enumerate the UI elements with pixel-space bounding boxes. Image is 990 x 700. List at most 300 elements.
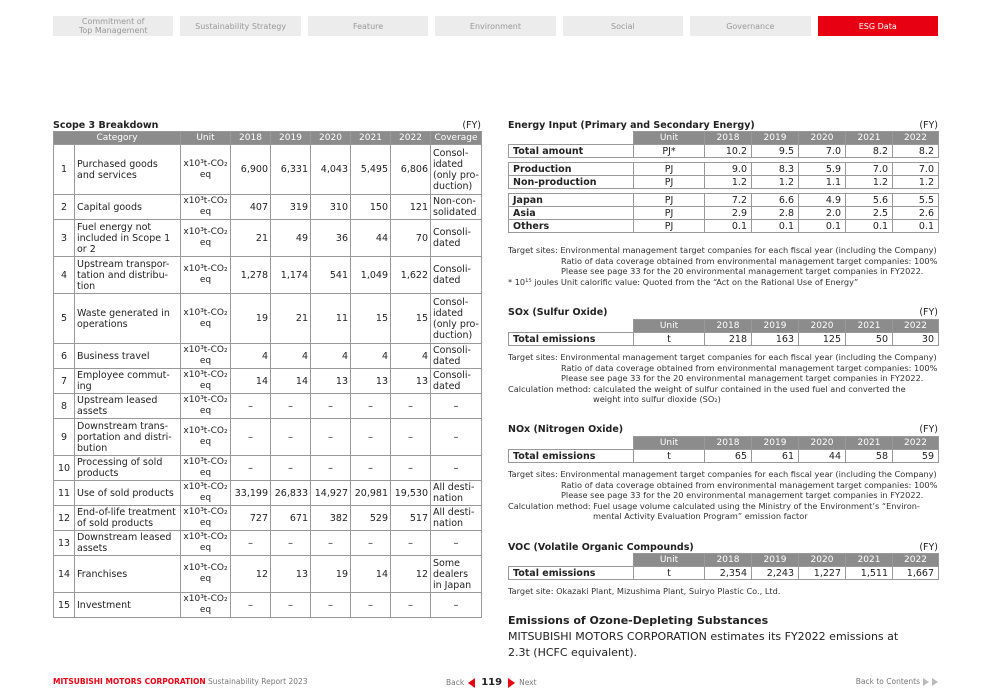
- value-cell: –: [351, 531, 391, 556]
- fy-label: (FY): [919, 424, 938, 435]
- value-cell: 310: [311, 195, 351, 220]
- sox-header: Unit: [634, 320, 705, 333]
- value-cell: 2.6: [893, 207, 939, 220]
- row-label: Non-production: [509, 176, 634, 189]
- value-cell: –: [231, 531, 271, 556]
- value-cell: 9.5: [752, 145, 799, 158]
- energy-header: 2022: [893, 132, 939, 145]
- category-cell: Upstream leased assets: [75, 394, 181, 419]
- row-number: 6: [54, 344, 75, 369]
- value-cell: 8.2: [846, 145, 893, 158]
- nav-tab-3[interactable]: Environment: [435, 16, 555, 36]
- value-cell: –: [311, 593, 351, 618]
- unit-cell: x10³t-CO₂ eq: [181, 394, 231, 419]
- value-cell: 70: [391, 220, 431, 257]
- scope3-header: 2022: [391, 132, 431, 145]
- value-cell: 44: [351, 220, 391, 257]
- value-cell: –: [391, 456, 431, 481]
- category-cell: Downstream trans-portation and distri-bution: [75, 419, 181, 456]
- energy-header: 2019: [752, 132, 799, 145]
- value-cell: 13: [311, 369, 351, 394]
- value-cell: –: [351, 419, 391, 456]
- note-line: Target site: Okazaki Plant, Mizushima Plant, Suiryo Plastic Co., Ltd.: [508, 586, 781, 596]
- note-line: Ratio of data coverage obtained from environmental management target companies: 100%: [561, 362, 938, 373]
- value-cell: 33,199: [231, 481, 271, 506]
- note-line: weight into sulfur dioxide (SO₂): [593, 394, 721, 404]
- scope3-header: Coverage: [431, 132, 482, 145]
- report-name: Sustainability Report 2023: [208, 677, 308, 686]
- nav-tab-0[interactable]: Commitment of Top Management: [53, 16, 173, 36]
- next-label: Next: [519, 678, 537, 687]
- row-number: 8: [54, 394, 75, 419]
- fy-label: (FY): [919, 120, 938, 131]
- value-cell: 8.2: [893, 145, 939, 158]
- value-cell: 4: [311, 344, 351, 369]
- note-line: mental Activity Evaluation Program” emission factor: [593, 511, 808, 521]
- value-cell: 14,927: [311, 481, 351, 506]
- brand-name: MITSUBISHI MOTORS CORPORATION: [53, 677, 206, 686]
- table-row: [54, 531, 482, 556]
- page-number: 119: [481, 677, 503, 688]
- value-cell: 30: [893, 333, 939, 346]
- unit-cell: x10³t-CO₂ eq: [181, 556, 231, 593]
- value-cell: 10.2: [705, 145, 752, 158]
- coverage-cell: –: [431, 593, 482, 618]
- table-row: [54, 294, 482, 344]
- value-cell: 319: [271, 195, 311, 220]
- value-cell: 2.0: [799, 207, 846, 220]
- coverage-cell: All desti-nation: [431, 481, 482, 506]
- value-cell: 7.2: [705, 194, 752, 207]
- value-cell: 1.2: [752, 176, 799, 189]
- value-cell: 14: [271, 369, 311, 394]
- table-row: [509, 163, 939, 176]
- note-line: Target sites: Environmental management target companies for each fiscal year (including the Company): [508, 469, 937, 479]
- value-cell: 0.1: [705, 220, 752, 233]
- unit-cell: x10³t-CO₂ eq: [181, 195, 231, 220]
- back-label: Back: [446, 678, 465, 687]
- coverage-cell: Consoli-dated: [431, 257, 482, 294]
- row-number: 12: [54, 506, 75, 531]
- energy-header: 2018: [705, 132, 752, 145]
- category-cell: Fuel energy not included in Scope 1 or 2: [75, 220, 181, 257]
- unit-cell: t: [634, 333, 705, 346]
- value-cell: –: [351, 394, 391, 419]
- value-cell: 6,900: [231, 145, 271, 195]
- table-row: [54, 593, 482, 618]
- value-cell: 59: [893, 450, 939, 463]
- voc-header: 2019: [752, 554, 799, 567]
- scope3-table: [53, 131, 482, 618]
- header-row: [509, 320, 939, 333]
- table-row: [509, 333, 939, 346]
- sox-header: 2022: [893, 320, 939, 333]
- nox-header: 2019: [752, 437, 799, 450]
- value-cell: 0.1: [752, 220, 799, 233]
- value-cell: –: [231, 593, 271, 618]
- value-cell: –: [391, 531, 431, 556]
- row-number: 13: [54, 531, 75, 556]
- value-cell: 727: [231, 506, 271, 531]
- voc-header: 2020: [799, 554, 846, 567]
- value-cell: –: [311, 531, 351, 556]
- note-line: Please see page 33 for the 20 environmental management target companies in FY2022.: [561, 266, 924, 276]
- value-cell: 14: [351, 556, 391, 593]
- value-cell: –: [271, 394, 311, 419]
- table-row: [509, 145, 939, 158]
- value-cell: 6,806: [391, 145, 431, 195]
- row-label: Japan: [509, 194, 634, 207]
- value-cell: 125: [799, 333, 846, 346]
- header-row: [509, 132, 939, 145]
- value-cell: –: [391, 593, 431, 618]
- value-cell: 5.9: [799, 163, 846, 176]
- value-cell: 4: [231, 344, 271, 369]
- category-cell: Use of sold products: [75, 481, 181, 506]
- unit-cell: x10³t-CO₂ eq: [181, 419, 231, 456]
- value-cell: 20,981: [351, 481, 391, 506]
- value-cell: 407: [231, 195, 271, 220]
- footer-brand: [53, 677, 308, 686]
- value-cell: –: [271, 456, 311, 481]
- value-cell: 4.9: [799, 194, 846, 207]
- value-cell: 671: [271, 506, 311, 531]
- back-link[interactable]: [446, 678, 475, 688]
- coverage-cell: Some dealers in Japan: [431, 556, 482, 593]
- row-number: 15: [54, 593, 75, 618]
- ods-title: Emissions of Ozone-Depleting Substances: [508, 614, 769, 627]
- row-number: 5: [54, 294, 75, 344]
- header-row: [509, 437, 939, 450]
- sox-header: 2018: [705, 320, 752, 333]
- value-cell: 1.1: [799, 176, 846, 189]
- sox-header: 2020: [799, 320, 846, 333]
- top-nav: [53, 16, 938, 36]
- value-cell: 19: [311, 556, 351, 593]
- unit-cell: x10³t-CO₂ eq: [181, 593, 231, 618]
- category-cell: Franchises: [75, 556, 181, 593]
- nox-header: 2021: [846, 437, 893, 450]
- coverage-cell: –: [431, 531, 482, 556]
- voc-heading: [508, 542, 938, 553]
- double-arrow-icon: [932, 678, 938, 686]
- note-line: Calculation method: calculated the weight of sulfur contained in the used fuel and converted the: [508, 383, 906, 394]
- value-cell: 7.0: [846, 163, 893, 176]
- note-line: Ratio of data coverage obtained from environmental management target companies: 100%: [561, 255, 938, 266]
- value-cell: 6,331: [271, 145, 311, 195]
- category-cell: Upstream transpor-tation and distribu-tion: [75, 257, 181, 294]
- voc-table: [508, 553, 939, 580]
- fy-label: (FY): [462, 120, 481, 131]
- row-number: 14: [54, 556, 75, 593]
- table-row: [54, 419, 482, 456]
- note-line: Please see page 33 for the 20 environmental management target companies in FY2022.: [561, 490, 924, 500]
- value-cell: 7.0: [799, 145, 846, 158]
- value-cell: –: [231, 456, 271, 481]
- row-label: Production: [509, 163, 634, 176]
- value-cell: 5.5: [893, 194, 939, 207]
- coverage-cell: Consoli-dated: [431, 369, 482, 394]
- scope3-header: 2019: [271, 132, 311, 145]
- value-cell: –: [271, 531, 311, 556]
- value-cell: 382: [311, 506, 351, 531]
- table-row: [54, 556, 482, 593]
- value-cell: 5.6: [846, 194, 893, 207]
- nox-notes: [508, 469, 938, 522]
- table-row: [54, 481, 482, 506]
- value-cell: 4: [391, 344, 431, 369]
- value-cell: 1,278: [231, 257, 271, 294]
- value-cell: 44: [799, 450, 846, 463]
- note-line: * 10¹⁵ joules Unit calorific value: Quoted from the “Act on the Rational Use of Energy”: [508, 276, 859, 287]
- value-cell: –: [271, 419, 311, 456]
- scope3-header: Unit: [181, 132, 231, 145]
- value-cell: 0.1: [893, 220, 939, 233]
- fy-label: (FY): [919, 542, 938, 553]
- row-number: 10: [54, 456, 75, 481]
- value-cell: 19,530: [391, 481, 431, 506]
- row-label: Total emissions: [509, 567, 634, 580]
- voc-header: Unit: [634, 554, 705, 567]
- scope3-title: Scope 3 Breakdown: [53, 120, 159, 131]
- value-cell: 8.3: [752, 163, 799, 176]
- energy-header: 2021: [846, 132, 893, 145]
- unit-cell: PJ*: [634, 145, 705, 158]
- voc-header: 2022: [893, 554, 939, 567]
- note-line: Target sites: Environmental management target companies for each fiscal year (including the Company): [508, 245, 937, 255]
- ods-text: MITSUBISHI MOTORS CORPORATION estimates its FY2022 emissions at 2.3t (HCFC equivalent).: [508, 630, 899, 659]
- back-arrow-icon: [468, 678, 475, 688]
- sox-header: 2021: [846, 320, 893, 333]
- row-label: Others: [509, 220, 634, 233]
- value-cell: 21: [231, 220, 271, 257]
- unit-cell: PJ: [634, 207, 705, 220]
- nav-tab-2[interactable]: Feature: [308, 16, 428, 36]
- value-cell: 12: [231, 556, 271, 593]
- contents-label: Back to Contents: [855, 677, 920, 686]
- value-cell: 13: [351, 369, 391, 394]
- unit-cell: x10³t-CO₂ eq: [181, 456, 231, 481]
- value-cell: 529: [351, 506, 391, 531]
- nox-header: [509, 437, 634, 450]
- value-cell: 65: [705, 450, 752, 463]
- nav-tab-5[interactable]: Governance: [690, 16, 810, 36]
- nox-header: Unit: [634, 437, 705, 450]
- row-number: 4: [54, 257, 75, 294]
- table-row: [54, 145, 482, 195]
- category-cell: Purchased goods and services: [75, 145, 181, 195]
- note-line: Ratio of data coverage obtained from environmental management target companies: 100%: [561, 479, 938, 490]
- double-arrow-icon: [923, 678, 929, 686]
- next-arrow-icon: [508, 678, 515, 688]
- value-cell: 50: [846, 333, 893, 346]
- value-cell: –: [311, 456, 351, 481]
- row-number: 3: [54, 220, 75, 257]
- value-cell: 1,227: [799, 567, 846, 580]
- pager: [446, 677, 537, 688]
- category-cell: Employee commut-ing: [75, 369, 181, 394]
- value-cell: 0.1: [846, 220, 893, 233]
- category-cell: Waste generated in operations: [75, 294, 181, 344]
- nox-header: 2022: [893, 437, 939, 450]
- unit-cell: PJ: [634, 176, 705, 189]
- sox-table: [508, 319, 939, 346]
- row-number: 1: [54, 145, 75, 195]
- value-cell: 1,511: [846, 567, 893, 580]
- coverage-cell: Consol-idated (only pro-duction): [431, 294, 482, 344]
- value-cell: 1,174: [271, 257, 311, 294]
- table-row: [54, 394, 482, 419]
- value-cell: 4: [271, 344, 311, 369]
- category-cell: Business travel: [75, 344, 181, 369]
- table-row: [509, 450, 939, 463]
- sox-heading: [508, 307, 938, 318]
- value-cell: 9.0: [705, 163, 752, 176]
- table-row: [54, 506, 482, 531]
- unit-cell: x10³t-CO₂ eq: [181, 481, 231, 506]
- value-cell: –: [311, 394, 351, 419]
- note-line: Calculation method: Fuel usage volume calculated using the Ministry of the Environment’s “Environ-: [508, 500, 920, 511]
- unit-cell: x10³t-CO₂ eq: [181, 506, 231, 531]
- value-cell: 0.1: [799, 220, 846, 233]
- unit-cell: x10³t-CO₂ eq: [181, 531, 231, 556]
- nox-header: 2018: [705, 437, 752, 450]
- energy-table: [508, 131, 939, 233]
- sox-notes: [508, 352, 938, 405]
- header-row: [509, 554, 939, 567]
- value-cell: 541: [311, 257, 351, 294]
- voc-header: 2018: [705, 554, 752, 567]
- coverage-cell: –: [431, 419, 482, 456]
- coverage-cell: All desti-nation: [431, 506, 482, 531]
- note-line: Target sites: Environmental management target companies for each fiscal year (including the Company): [508, 352, 937, 362]
- energy-notes: [508, 245, 938, 287]
- value-cell: 218: [705, 333, 752, 346]
- value-cell: 2,243: [752, 567, 799, 580]
- row-label: Total emissions: [509, 333, 634, 346]
- value-cell: 150: [351, 195, 391, 220]
- voc-header: 2021: [846, 554, 893, 567]
- unit-cell: x10³t-CO₂ eq: [181, 344, 231, 369]
- value-cell: –: [231, 394, 271, 419]
- energy-header: 2020: [799, 132, 846, 145]
- value-cell: 1.2: [846, 176, 893, 189]
- value-cell: 49: [271, 220, 311, 257]
- category-cell: Processing of sold products: [75, 456, 181, 481]
- value-cell: 2.9: [705, 207, 752, 220]
- scope3-header: 2020: [311, 132, 351, 145]
- value-cell: 163: [752, 333, 799, 346]
- sox-header: [509, 320, 634, 333]
- unit-cell: PJ: [634, 163, 705, 176]
- unit-cell: x10³t-CO₂ eq: [181, 145, 231, 195]
- voc-title: VOC (Volatile Organic Compounds): [508, 542, 694, 553]
- table-row: [54, 257, 482, 294]
- table-row: [54, 220, 482, 257]
- value-cell: 26,833: [271, 481, 311, 506]
- sox-title: SOx (Sulfur Oxide): [508, 307, 608, 318]
- table-row: [54, 456, 482, 481]
- value-cell: 58: [846, 450, 893, 463]
- value-cell: 1.2: [893, 176, 939, 189]
- category-cell: Investment: [75, 593, 181, 618]
- nav-tab-6[interactable]: ESG Data: [818, 16, 938, 36]
- scope3-heading: [53, 120, 481, 131]
- value-cell: 2.8: [752, 207, 799, 220]
- row-label: Total emissions: [509, 450, 634, 463]
- unit-cell: t: [634, 567, 705, 580]
- value-cell: 15: [391, 294, 431, 344]
- voc-notes: [508, 586, 938, 597]
- table-row: [54, 344, 482, 369]
- value-cell: 5,495: [351, 145, 391, 195]
- nav-tab-1[interactable]: Sustainability Strategy: [180, 16, 300, 36]
- value-cell: 1,622: [391, 257, 431, 294]
- coverage-cell: Consoli-dated: [431, 220, 482, 257]
- category-cell: Capital goods: [75, 195, 181, 220]
- coverage-cell: Consoli-dated: [431, 344, 482, 369]
- row-number: 9: [54, 419, 75, 456]
- value-cell: –: [231, 419, 271, 456]
- value-cell: 13: [271, 556, 311, 593]
- value-cell: –: [391, 394, 431, 419]
- value-cell: 14: [231, 369, 271, 394]
- value-cell: 61: [752, 450, 799, 463]
- value-cell: –: [311, 419, 351, 456]
- value-cell: 517: [391, 506, 431, 531]
- back-to-contents-link[interactable]: [856, 677, 938, 686]
- value-cell: 2.5: [846, 207, 893, 220]
- table-row: [54, 369, 482, 394]
- row-number: 7: [54, 369, 75, 394]
- next-link[interactable]: [508, 678, 536, 688]
- energy-header: [509, 132, 634, 145]
- unit-cell: PJ: [634, 194, 705, 207]
- coverage-cell: Non-con-solidated: [431, 195, 482, 220]
- nav-tab-4[interactable]: Social: [563, 16, 683, 36]
- fy-label: (FY): [919, 307, 938, 318]
- row-number: 11: [54, 481, 75, 506]
- scope3-header: 2018: [231, 132, 271, 145]
- unit-cell: PJ: [634, 220, 705, 233]
- unit-cell: x10³t-CO₂ eq: [181, 294, 231, 344]
- value-cell: 6.6: [752, 194, 799, 207]
- value-cell: 7.0: [893, 163, 939, 176]
- table-row: [509, 194, 939, 207]
- scope3-header: Category: [54, 132, 181, 145]
- energy-heading: [508, 120, 938, 131]
- coverage-cell: –: [431, 456, 482, 481]
- note-line: Please see page 33 for the 20 environmental management target companies in FY2022.: [561, 373, 924, 383]
- value-cell: 15: [351, 294, 391, 344]
- table-row: [509, 567, 939, 580]
- unit-cell: x10³t-CO₂ eq: [181, 257, 231, 294]
- unit-cell: t: [634, 450, 705, 463]
- row-number: 2: [54, 195, 75, 220]
- energy-header: Unit: [634, 132, 705, 145]
- value-cell: 4: [351, 344, 391, 369]
- energy-title: Energy Input (Primary and Secondary Energy): [508, 120, 755, 131]
- coverage-cell: Consol-idated (only pro-duction): [431, 145, 482, 195]
- nox-table: [508, 436, 939, 463]
- value-cell: 1,049: [351, 257, 391, 294]
- value-cell: 36: [311, 220, 351, 257]
- value-cell: –: [351, 593, 391, 618]
- unit-cell: x10³t-CO₂ eq: [181, 369, 231, 394]
- nox-title: NOx (Nitrogen Oxide): [508, 424, 624, 435]
- value-cell: 12: [391, 556, 431, 593]
- value-cell: 2,354: [705, 567, 752, 580]
